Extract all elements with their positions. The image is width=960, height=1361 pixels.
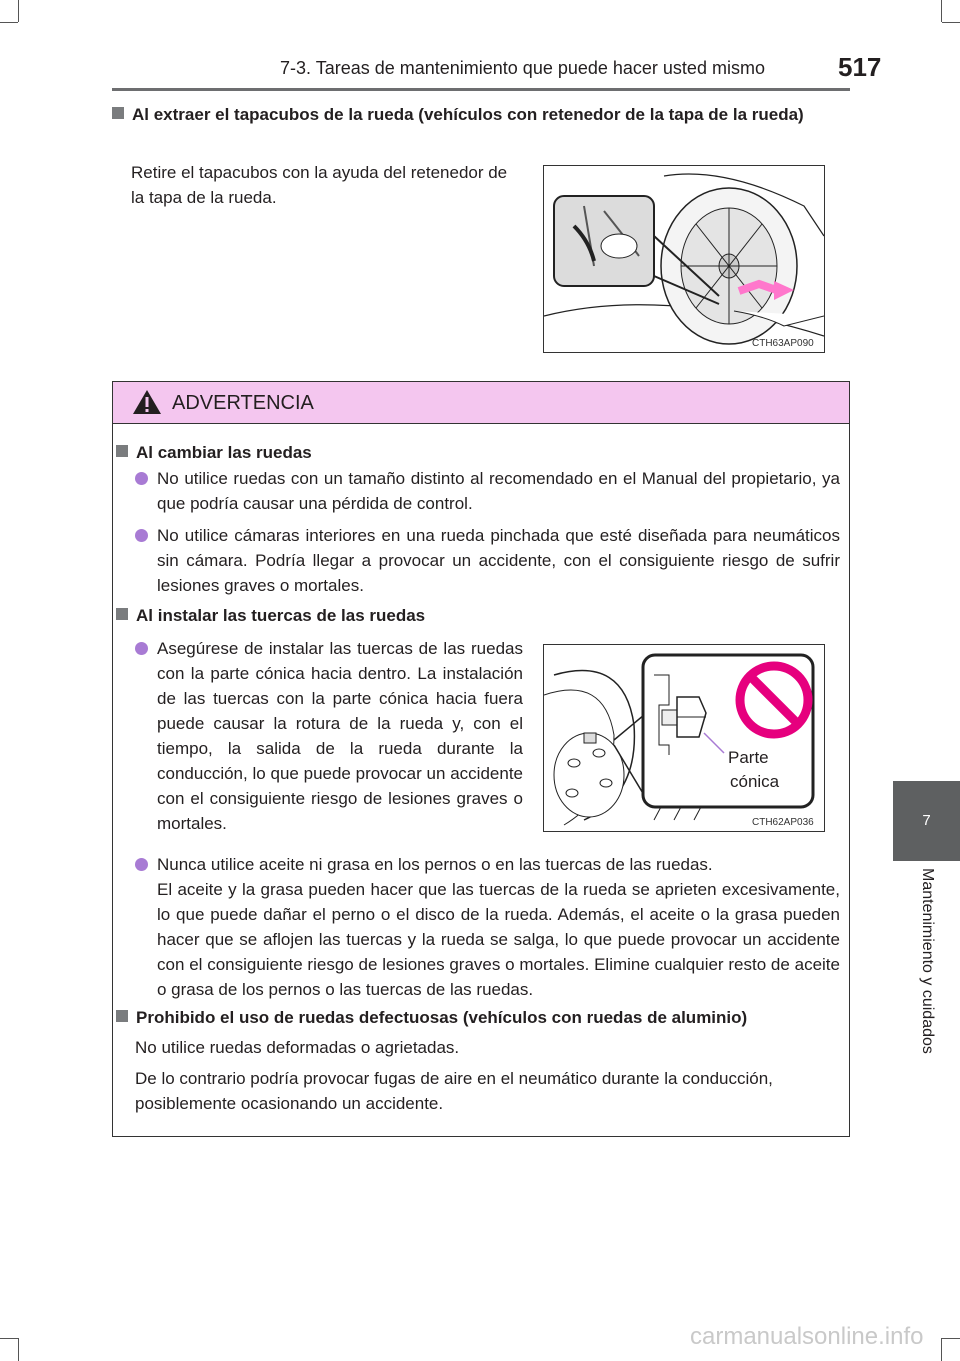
section-header-title: 7-3. Tareas de mantenimiento que puede hacer usted mismo — [280, 58, 765, 78]
warning-paragraph: No utilice ruedas deformadas o agrietadas. — [135, 1038, 460, 1057]
crop-mark — [941, 0, 942, 22]
footer-watermark: carmanualsonline.info — [690, 1323, 924, 1350]
crop-mark — [18, 1338, 19, 1361]
crop-mark — [941, 1338, 942, 1361]
wheel-nut-illustration — [544, 645, 824, 831]
header-rule — [112, 88, 850, 91]
conical-part-label: Parte — [728, 748, 769, 767]
warning-subheading: Al instalar las tuercas de las ruedas — [116, 603, 425, 628]
warning-triangle-icon — [132, 389, 162, 415]
warning-title: ADVERTENCIA — [172, 392, 314, 414]
section-heading: Al extraer el tapacubos de la rueda (vehículos con retenedor de la tapa de la rueda) — [112, 102, 850, 127]
warning-subheading: Prohibido el uso de ruedas defectuosas (vehículos con ruedas de aluminio) — [116, 1005, 747, 1030]
chapter-tab: 7 — [893, 781, 960, 861]
page-number: 517 — [838, 52, 882, 82]
bullet-dot-icon — [135, 858, 148, 871]
chapter-title: Mantenimiento y cuidados — [918, 868, 936, 1054]
crop-mark — [0, 22, 18, 23]
wheel-cap-illustration — [544, 166, 824, 352]
figure-code: CTH62AP036 — [752, 817, 814, 828]
bullet-dot-icon — [135, 529, 148, 542]
wheel-cap-figure — [543, 165, 825, 353]
chapter-title-vertical — [893, 868, 960, 1088]
warning-bullet: Nunca utilice aceite ni grasa en los pernos o en las tuercas de las ruedas. El aceite y la grasa pueden hacer que las tuercas de la rueda se aprieten excesivamente, lo que puede dañar el perno o el disco de la rueda. Además, el aceite o la grasa pueden hacer que se aflojen las tuercas y la rueda se salga, lo que puede provocar un accidente con el consiguiente riesgo de lesiones graves o mortales. Elimine cualquier resto de aceite o grasa de los pernos o las tuercas de las ruedas. — [157, 852, 840, 1002]
square-bullet-icon — [116, 1010, 128, 1022]
crop-mark — [942, 1338, 960, 1339]
bullet-dot-icon — [135, 642, 148, 655]
square-bullet-icon — [116, 608, 128, 620]
warning-bullet: No utilice ruedas con un tamaño distinto al recomendado en el Manual del propietario, ya que podría causar una pérdida de control. — [157, 466, 840, 516]
section-body: Retire el tapacubos con la ayuda del retenedor de la tapa de la rueda. — [131, 163, 508, 207]
crop-mark — [18, 0, 19, 22]
warning-subheading: Al cambiar las ruedas — [116, 440, 312, 465]
square-bullet-icon — [112, 107, 124, 119]
warning-paragraph: De lo contrario podría provocar fugas de aire en el neumático durante la conducción, posiblemente ocasionando un accidente. — [135, 1069, 773, 1113]
crop-mark — [942, 22, 960, 23]
square-bullet-icon — [116, 445, 128, 457]
warning-bullet: Asegúrese de instalar las tuercas de las ruedas con la parte cónica hacia dentro. La instalación de las tuercas con la parte cónica hacia fuera puede causar la rotura de la rueda y, con el tiempo, la salida de la rueda durante la conducción, lo que puede provocar un accidente con el consiguiente riesgo de lesiones graves o mortales. — [157, 636, 523, 836]
bullet-dot-icon — [135, 472, 148, 485]
wheel-nut-figure — [543, 644, 825, 832]
crop-mark — [0, 1338, 18, 1339]
warning-bullet: No utilice cámaras interiores en una rueda pinchada que esté diseñada para neumáticos sin cámara. Podría llegar a provocar un accidente, con el consiguiente riesgo de sufrir lesiones graves o mortales. — [157, 523, 840, 598]
conical-part-label: cónica — [730, 772, 780, 791]
figure-code: CTH63AP090 — [752, 338, 814, 349]
